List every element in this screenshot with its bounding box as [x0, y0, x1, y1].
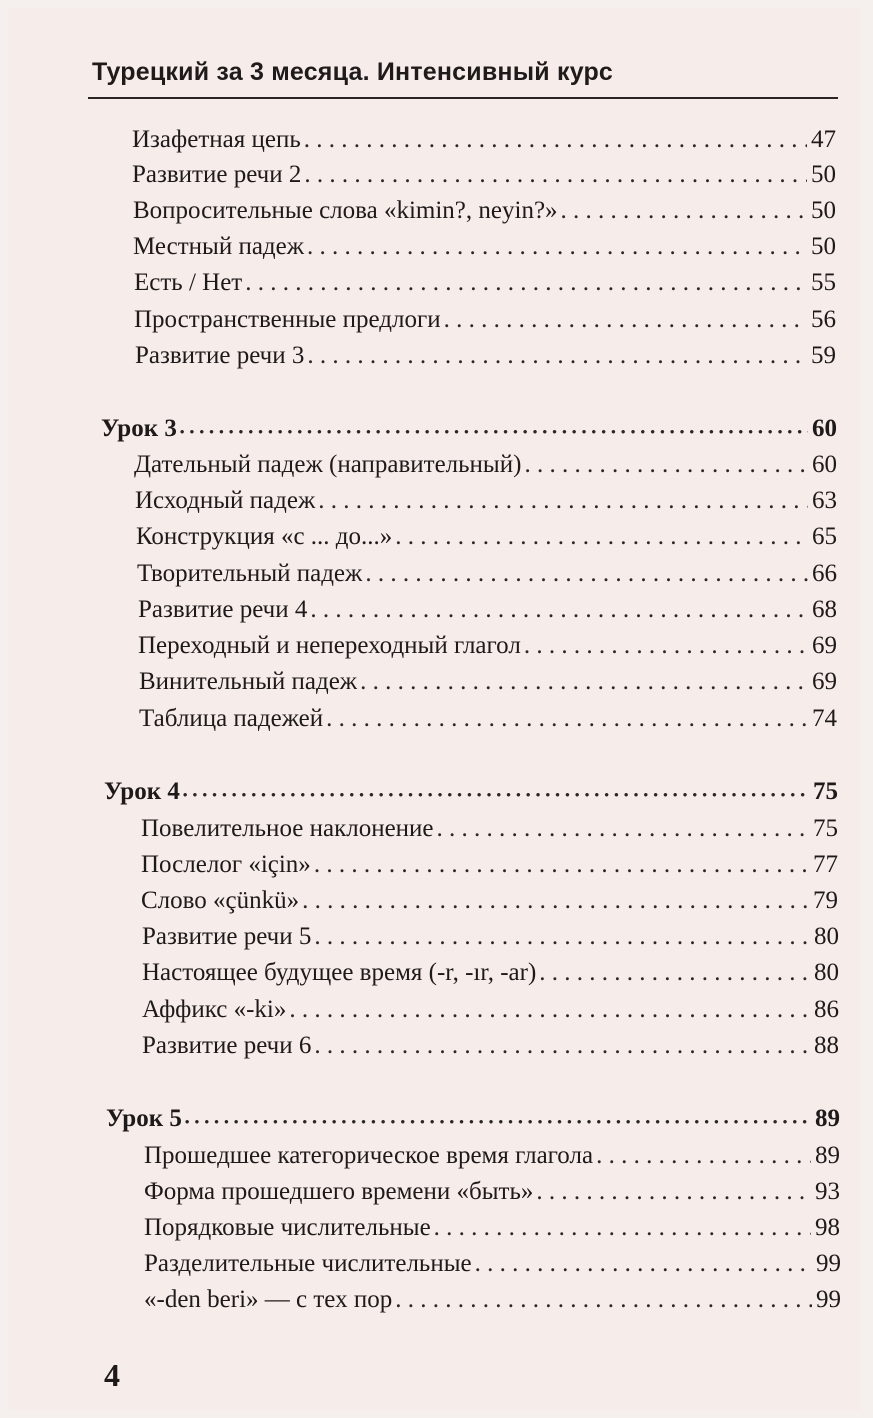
- toc-entry-page: 50: [811, 197, 836, 224]
- toc-entry[interactable]: [144, 1177, 840, 1207]
- toc-entry-title: Местный падеж: [133, 233, 305, 260]
- toc-entry-page: 55: [811, 269, 836, 296]
- leader-dots: [536, 1177, 811, 1207]
- toc-entry-page: 65: [812, 523, 837, 550]
- leader-dots: [245, 268, 807, 298]
- toc-entry-title: «-den beri» — с тех пор: [144, 1286, 393, 1313]
- toc-entry-title: Повелительное наклонение: [141, 815, 434, 842]
- toc-entry-page: 88: [814, 1032, 839, 1059]
- toc-entry-page: 69: [812, 668, 837, 695]
- toc-entry-title: Развитие речи 5: [142, 923, 312, 950]
- leader-dots: [180, 414, 808, 447]
- toc-entry[interactable]: [141, 886, 838, 916]
- toc-lesson-4[interactable]: [104, 777, 838, 807]
- leader-dots: [314, 922, 810, 952]
- toc-entry[interactable]: [142, 1031, 839, 1061]
- toc-entry-title: Развитие речи 3: [135, 342, 305, 369]
- leader-dots: [307, 341, 807, 371]
- leader-dots: [434, 1213, 811, 1243]
- toc-entry-title: Развитие речи 4: [138, 596, 308, 623]
- lesson-page: 75: [813, 778, 838, 805]
- toc-entry-title: Пространственные предлоги: [134, 306, 441, 333]
- toc-entry-title: Есть / Нет: [134, 269, 243, 296]
- toc-entry-page: 63: [812, 487, 837, 514]
- toc-entry[interactable]: [142, 922, 839, 952]
- leader-dots: [524, 631, 808, 661]
- toc-entry-title: Винительный падеж: [139, 668, 358, 695]
- toc-entry-page: 79: [813, 887, 838, 914]
- toc-entry-page: 74: [812, 705, 837, 732]
- toc-entry-page: 89: [815, 1142, 840, 1169]
- toc-entry-page: 99: [816, 1250, 841, 1277]
- toc-entry[interactable]: [144, 1213, 840, 1243]
- toc-entry[interactable]: [139, 667, 837, 697]
- toc-entry-title: Настоящее будущее время (-r, -ır, -ar): [142, 959, 537, 986]
- leader-dots: [183, 777, 809, 810]
- leader-dots: [360, 667, 808, 697]
- toc-entry-page: 56: [811, 306, 836, 333]
- leader-dots: [314, 1031, 810, 1061]
- toc-entry-page: 69: [812, 632, 837, 659]
- toc-entry[interactable]: [137, 559, 837, 589]
- toc-entry-page: 99: [816, 1286, 841, 1313]
- leader-dots: [475, 1249, 812, 1279]
- toc-entry-title: Аффикс «-ki»: [142, 996, 287, 1023]
- toc-entry-title: Развитие речи 2: [132, 161, 302, 188]
- toc-lesson-5[interactable]: [106, 1104, 840, 1134]
- toc-entry[interactable]: [135, 486, 837, 516]
- leader-dots: [304, 160, 807, 190]
- toc-entry[interactable]: [133, 196, 836, 226]
- leader-dots: [304, 125, 807, 155]
- lesson-title: Урок 4: [104, 778, 180, 805]
- toc-entry-page: 66: [812, 560, 837, 587]
- toc-entry-title: Разделительные числительные: [144, 1250, 472, 1277]
- toc-entry-page: 59: [811, 342, 836, 369]
- leader-dots: [185, 1104, 811, 1137]
- running-header: Турецкий за 3 месяца. Интенсивный курс: [92, 58, 614, 86]
- toc-entry-page: 93: [815, 1178, 840, 1205]
- toc-lesson-3[interactable]: [101, 414, 837, 444]
- leader-dots: [437, 814, 809, 844]
- toc-entry-page: 50: [811, 161, 836, 188]
- toc-entry[interactable]: [132, 125, 836, 155]
- toc-entry-page: 80: [814, 959, 839, 986]
- toc-entry[interactable]: [132, 160, 836, 190]
- toc-entry-title: Изафетная цепь: [132, 126, 301, 153]
- leader-dots: [596, 1141, 811, 1171]
- toc-entry[interactable]: [141, 814, 838, 844]
- toc-entry-title: Творительный падеж: [137, 560, 363, 587]
- toc-entry-title: Порядковые числительные: [144, 1214, 431, 1241]
- leader-dots: [395, 1285, 812, 1315]
- lesson-title: Урок 3: [101, 415, 177, 442]
- leader-dots: [307, 232, 807, 262]
- lesson-page: 60: [812, 415, 837, 442]
- leader-dots: [318, 486, 808, 516]
- leader-dots: [561, 196, 807, 226]
- toc-entry-title: Слово «çünkü»: [141, 887, 300, 914]
- leader-dots: [326, 704, 808, 734]
- toc-entry-page: 80: [814, 923, 839, 950]
- toc-entry-page: 60: [812, 451, 837, 478]
- header-rule: [88, 97, 838, 99]
- toc-entry-title: Переходный и непереходный глагол: [138, 632, 521, 659]
- toc-entry-page: 47: [811, 126, 836, 153]
- toc-entry-title: Вопросительные слова «kimin?, neyin?»: [133, 197, 558, 224]
- toc-entry[interactable]: [135, 341, 836, 371]
- toc-entry[interactable]: [133, 232, 836, 262]
- toc-entry-title: Дательный падеж (направительный): [134, 451, 522, 478]
- lesson-title: Урок 5: [106, 1105, 182, 1132]
- leader-dots: [539, 958, 810, 988]
- toc-entry-page: 77: [813, 851, 838, 878]
- toc-entry[interactable]: [134, 305, 836, 335]
- leader-dots: [302, 886, 809, 916]
- toc-entry[interactable]: [138, 595, 837, 625]
- toc-entry[interactable]: [136, 522, 837, 552]
- toc-entry-page: 68: [812, 596, 837, 623]
- toc-entry-title: Прошедшее категорическое время глагола: [144, 1142, 594, 1169]
- leader-dots: [395, 522, 808, 552]
- toc-entry-page: 98: [815, 1214, 840, 1241]
- leader-dots: [444, 305, 807, 335]
- toc-entry-page: 75: [813, 815, 838, 842]
- toc-entry-title: Форма прошедшего времени «быть»: [144, 1178, 534, 1205]
- lesson-page: 89: [815, 1105, 840, 1132]
- page-number: 4: [104, 1357, 120, 1393]
- toc-entry[interactable]: [138, 631, 837, 661]
- leader-dots: [289, 995, 810, 1025]
- leader-dots: [524, 450, 808, 480]
- toc-entry[interactable]: [144, 1141, 840, 1171]
- toc-entry[interactable]: [134, 450, 837, 480]
- toc-entry[interactable]: [142, 995, 839, 1025]
- toc-entry-title: Таблица падежей: [139, 705, 324, 732]
- toc-entry-page: 50: [811, 233, 836, 260]
- toc-entry[interactable]: [139, 704, 837, 734]
- toc-entry-title: Исходный падеж: [135, 487, 316, 514]
- leader-dots: [365, 559, 808, 589]
- toc-entry-title: Развитие речи 6: [142, 1032, 312, 1059]
- toc-entry[interactable]: [144, 1285, 841, 1315]
- toc-entry[interactable]: [142, 958, 839, 988]
- toc-entry-title: Послелог «için»: [141, 851, 311, 878]
- leader-dots: [314, 850, 809, 880]
- toc-entry-title: Конструкция «с ... до...»: [136, 523, 393, 550]
- leader-dots: [310, 595, 808, 625]
- toc-entry[interactable]: [144, 1249, 841, 1279]
- toc-entry-page: 86: [814, 996, 839, 1023]
- toc-entry[interactable]: [134, 268, 836, 298]
- toc-entry[interactable]: [141, 850, 838, 880]
